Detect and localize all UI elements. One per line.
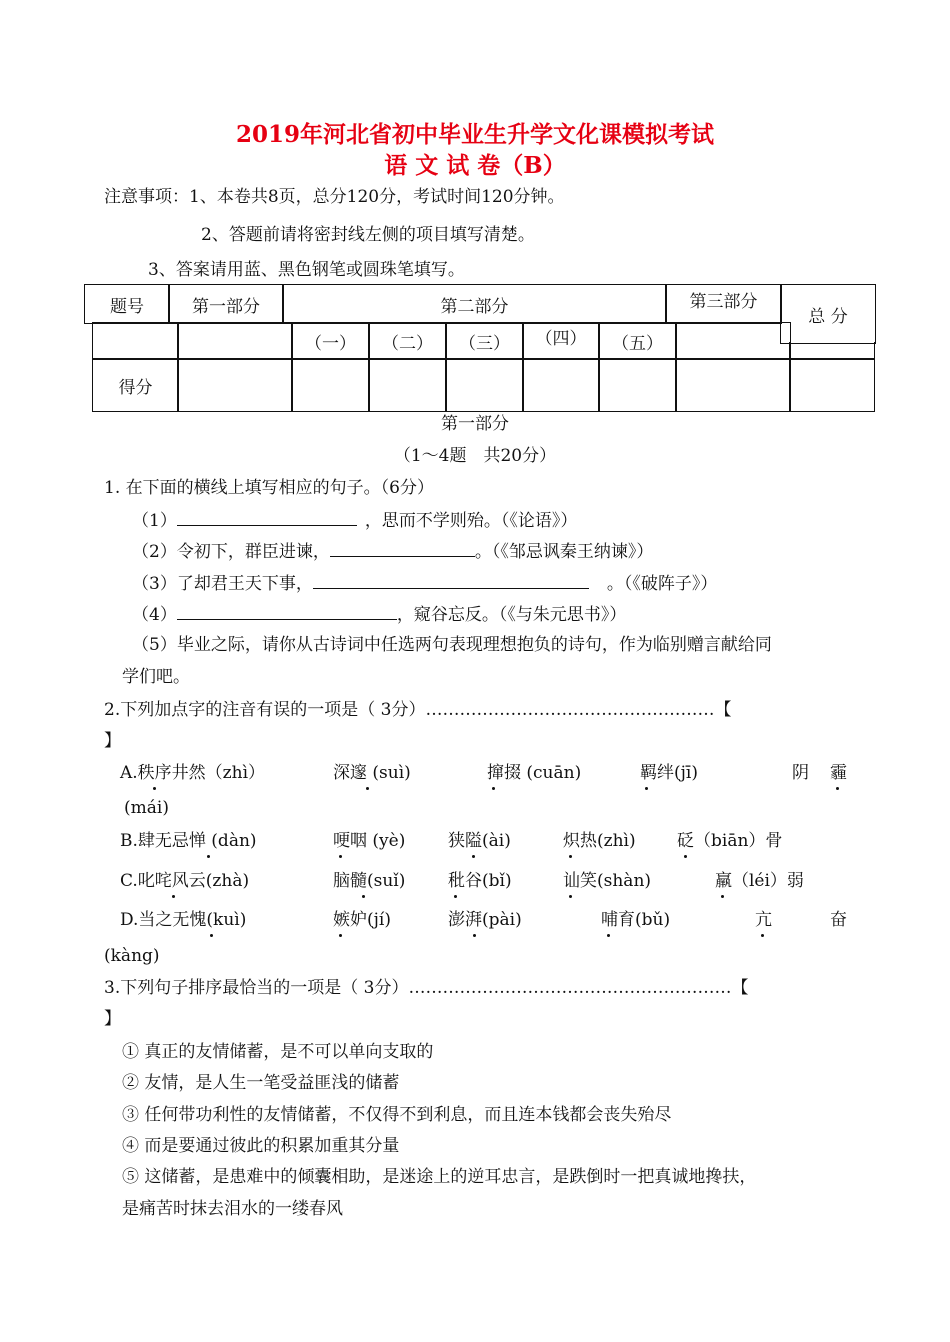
- q1-item-4: [132, 603, 626, 626]
- note-2: 2、答题前请将密封线左侧的项目填写清楚。: [201, 225, 535, 245]
- q1-blank-3[interactable]: [313, 572, 589, 589]
- q1-item-5: （5）毕业之际，请你从古诗词中任选两句表现理想抱负的诗句，作为临别赠言献给同: [132, 635, 772, 655]
- q2-option-a-2: 深邃 (suì): [333, 763, 411, 783]
- q1-item-4-prefix: （4）: [132, 605, 177, 625]
- score-sub-5[interactable]: [598, 358, 677, 412]
- dot-mark: [472, 855, 475, 858]
- q2-option-a-5a: 阴: [792, 763, 809, 783]
- note-1: 注意事项：1、本卷共8页，总分120分，考试时间120分钟。: [104, 187, 565, 207]
- dot-mark: [366, 787, 369, 790]
- dot-mark: [836, 787, 839, 790]
- q2-option-c-5: 羸（léi）弱: [715, 871, 804, 891]
- q1-item-1: [132, 509, 577, 532]
- score-label: 得分: [92, 358, 179, 412]
- q2-option-b-1: B.肆无忌惮 (dàn): [120, 831, 257, 851]
- header-part2: 第二部分: [282, 284, 667, 324]
- score-sub-2[interactable]: [368, 358, 447, 412]
- score-part3[interactable]: [675, 358, 791, 412]
- q1-blank-1[interactable]: [177, 509, 357, 526]
- dot-mark: [207, 855, 210, 858]
- sub-header-3: （三）: [445, 322, 524, 360]
- section-subtitle: （1～4题 共20分）: [393, 446, 557, 466]
- q1-item-4-suffix: ，窥谷忘反。（《与朱元思书》）: [396, 605, 627, 625]
- score-total[interactable]: [789, 358, 875, 412]
- header-tihao: 题号: [84, 284, 170, 324]
- dot-mark: [362, 895, 365, 898]
- q1-item-5-cont: 学们吧。: [122, 667, 190, 687]
- q2-option-b-2: 哽咽 (yè): [333, 831, 406, 851]
- q2-stem: 2.下列加点字的注音有误的一项是（ 3分）……………………………………………【: [104, 700, 732, 720]
- q2-option-c-1: C.叱咤风云(zhà): [120, 871, 250, 891]
- q3-sentence-4: ④ 而是要通过彼此的积累加重其分量: [122, 1136, 400, 1156]
- header-part1: 第一部分: [168, 284, 284, 324]
- q2-option-d-5a: 亢: [755, 910, 772, 930]
- q3-sentence-5-cont: 是痛苦时抹去泪水的一缕春风: [122, 1199, 343, 1219]
- q2-option-c-2: 脑髓(suǐ): [333, 871, 406, 891]
- sub-header-5: （五）: [598, 322, 677, 360]
- subrow-empty-1: [92, 322, 179, 360]
- exam-title: 2019年河北省初中毕业生升学文化课模拟考试: [235, 121, 714, 148]
- q1-stem: 1. 在下面的横线上填写相应的句子。（6分）: [104, 478, 434, 498]
- dot-mark: [339, 855, 342, 858]
- q2-bracket: 】: [104, 731, 121, 751]
- q1-item-3-prefix: （3）了却君王天下事，: [132, 574, 313, 594]
- q3-sentence-5: ⑤ 这储蓄，是患难中的倾囊相助，是迷途上的逆耳忠言，是跌倒时一把真诚地搀扶，: [122, 1167, 757, 1187]
- q1-item-1-suffix: ，思而不学则殆。（《论语》）: [364, 511, 578, 531]
- dot-mark: [645, 787, 648, 790]
- score-sub-4[interactable]: [522, 358, 600, 412]
- q3-sentence-1: ① 真正的友情储蓄，是不可以单向支取的: [122, 1042, 434, 1062]
- score-part1[interactable]: [177, 358, 293, 412]
- q3-sentence-3: ③ 任何带功利性的友情储蓄，不仅得不到利息，而且连本钱都会丧失殆尽: [122, 1105, 672, 1125]
- q2-option-a-6: (mái): [124, 798, 169, 818]
- dot-mark: [569, 895, 572, 898]
- section-title: 第一部分: [441, 414, 509, 434]
- dot-mark: [492, 787, 495, 790]
- q1-item-3: [132, 572, 717, 595]
- q2-option-c-4: 讪笑(shàn): [563, 871, 652, 891]
- q2-option-b-5: 砭（biān）骨: [677, 831, 783, 851]
- dot-mark: [721, 895, 724, 898]
- dot-mark: [210, 934, 213, 937]
- q1-item-1-prefix: （1）: [132, 511, 177, 531]
- q1-blank-4[interactable]: [177, 603, 397, 620]
- q2-option-b-4: 炽热(zhì): [563, 831, 636, 851]
- score-sub-1[interactable]: [291, 358, 370, 412]
- q2-option-b-3: 狭隘(ài): [448, 831, 511, 851]
- sub-header-4: （四）: [522, 322, 600, 360]
- header-total: 总 分: [780, 284, 876, 344]
- subrow-empty-3: [675, 322, 791, 360]
- q1-item-3-suffix: 。（《破阵子》）: [606, 574, 718, 594]
- note-3: 3、答案请用蓝、黑色钢笔或圆珠笔填写。: [148, 260, 465, 280]
- q2-option-d-5b: 奋: [830, 910, 847, 930]
- sub-header-2: （二）: [368, 322, 447, 360]
- q2-option-d-2: 嫉妒(jí): [333, 910, 391, 930]
- q2-option-d-1: D.当之无愧(kuì): [120, 910, 247, 930]
- dot-mark: [339, 934, 342, 937]
- dot-mark: [569, 855, 572, 858]
- q1-item-2-prefix: （2）令初下，群臣进谏，: [132, 542, 330, 562]
- dot-mark: [761, 934, 764, 937]
- header-part3: 第三部分: [665, 284, 782, 324]
- dot-mark: [454, 895, 457, 898]
- q2-option-d-6: (kàng): [104, 946, 160, 966]
- dot-mark: [172, 895, 175, 898]
- q2-option-a-4: 羁绊(jī): [640, 763, 698, 783]
- q3-sentence-2: ② 友情，是人生一笔受益匪浅的储蓄: [122, 1073, 400, 1093]
- q3-stem: 3.下列句子排序最恰当的一项是（ 3分）…………………………………………………【: [104, 978, 749, 998]
- q3-bracket: 】: [104, 1009, 121, 1029]
- q1-blank-2[interactable]: [330, 540, 475, 557]
- dot-mark: [473, 934, 476, 937]
- q2-option-a-3: 撺掇 (cuān): [487, 763, 582, 783]
- q2-option-c-3: 秕谷(bǐ): [448, 871, 512, 891]
- exam-subtitle: 语 文 试 卷（B）: [384, 152, 566, 179]
- score-sub-3[interactable]: [445, 358, 524, 412]
- q1-item-2: [132, 540, 653, 563]
- dot-mark: [607, 934, 610, 937]
- q2-option-a-5b: 霾: [830, 763, 847, 783]
- dot-mark: [153, 787, 156, 790]
- dot-mark: [684, 855, 687, 858]
- q2-option-d-4: 哺育(bǔ): [601, 910, 671, 930]
- sub-header-1: （一）: [291, 322, 370, 360]
- q1-item-2-suffix: 。（《邹忌讽秦王纳谏》）: [474, 542, 654, 562]
- q2-option-a-1: A.秩序井然（zhì）: [120, 763, 266, 783]
- subrow-empty-2: [177, 322, 293, 360]
- q2-option-d-3: 澎湃(pài): [448, 910, 522, 930]
